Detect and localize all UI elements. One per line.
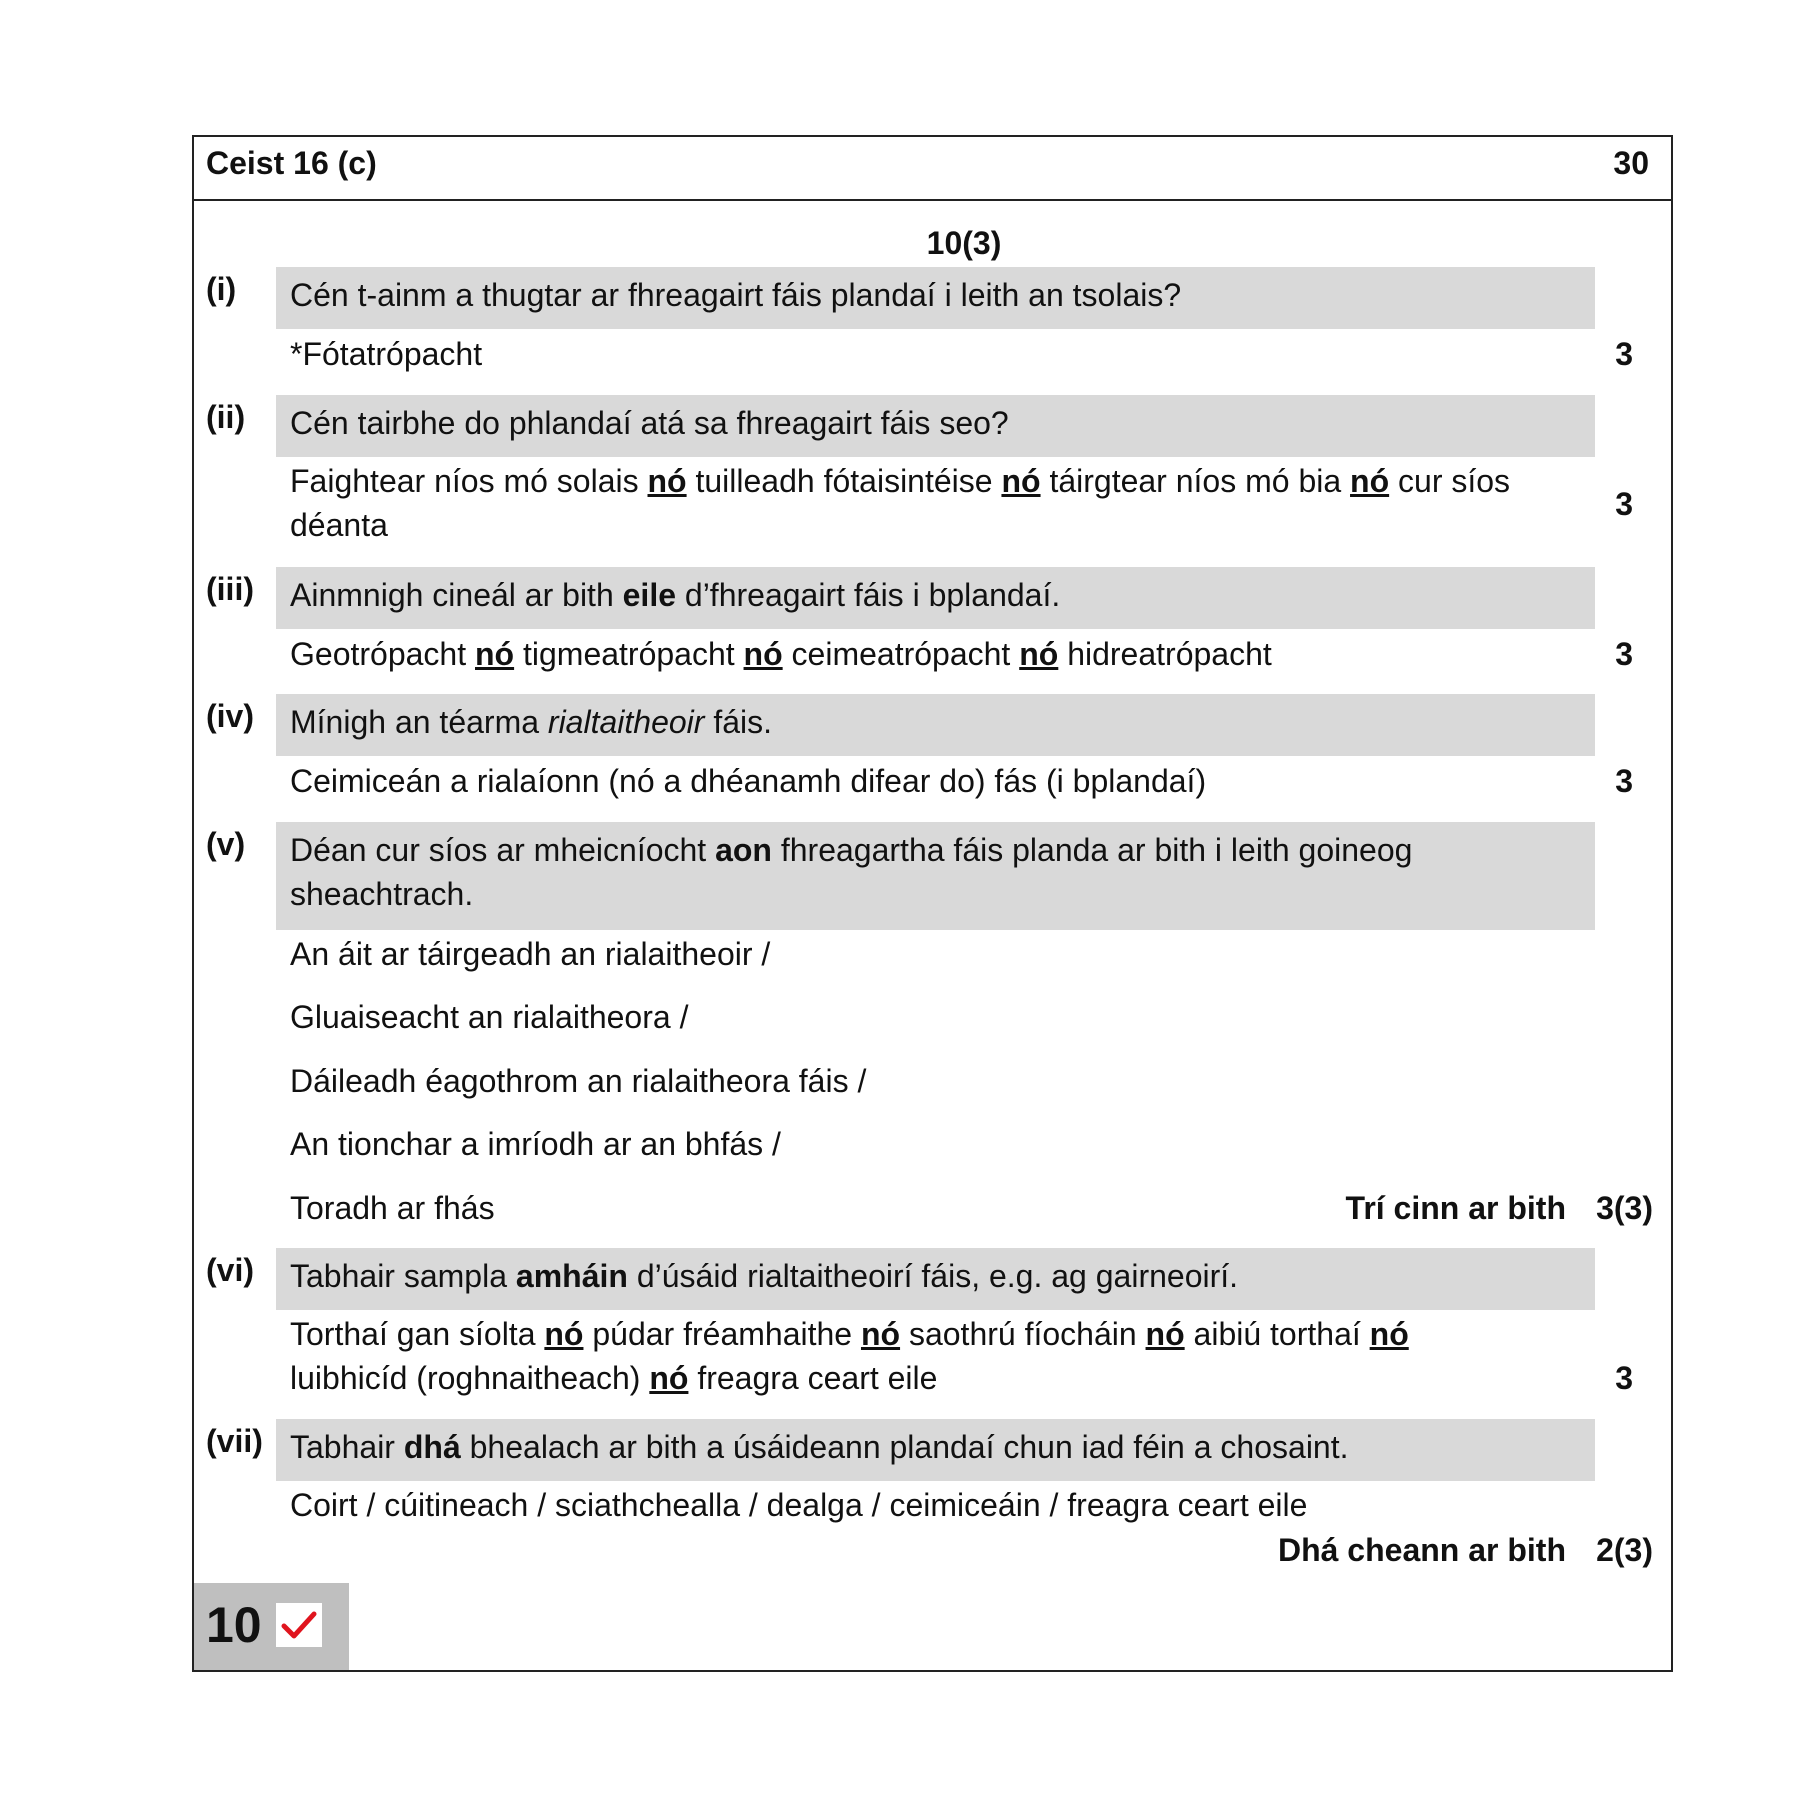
answer-v-5: Toradh ar fhás (290, 1190, 495, 1226)
answer-text: tuilleadh fótaisintéise (695, 463, 993, 499)
part-label-v: (v) (206, 826, 246, 862)
answer-ii (290, 459, 1510, 547)
answer-iii (290, 632, 1272, 676)
question-text: fhreagartha fáis planda ar bith i leith goineog (780, 832, 1413, 868)
question-text: Ainmnigh cineál ar bith (290, 577, 614, 613)
emphasis-word: amháin (515, 1258, 628, 1294)
question-text: d’fhreagairt fáis i bplandaí. (684, 577, 1061, 613)
mark-vi: 3 (1615, 1360, 1633, 1396)
question-text: sheachtrach. (290, 876, 474, 912)
answer-vii: Coirt / cúitineach / sciathchealla / dealga / ceimiceáin / freagra ceart eile (290, 1487, 1308, 1523)
answer-text: freagra ceart eile (697, 1360, 938, 1396)
question-text: bhealach ar bith a úsáideann plandaí chun iad féin a chosaint. (469, 1429, 1349, 1465)
answer-text: ceimeatrópacht (791, 636, 1011, 672)
or-word: nó (1145, 1316, 1185, 1352)
marking-scheme-table (192, 135, 1673, 1672)
note-vii: Dhá cheann ar bith (1277, 1532, 1566, 1568)
answer-vi (290, 1312, 1409, 1400)
answer-text: saothrú fíocháin (908, 1316, 1137, 1352)
or-word: nó (860, 1316, 901, 1352)
or-word: nó (1019, 636, 1059, 672)
or-word: nó (1350, 463, 1390, 499)
or-word: nó (649, 1360, 689, 1396)
question-text: Déan cur síos ar mheicníocht (290, 832, 707, 868)
question-text: Mínigh an téarma (290, 704, 540, 740)
answer-text: púdar fréamhaithe (592, 1316, 853, 1352)
answer-v-3: Dáileadh éagothrom an rialaitheora fáis / (290, 1063, 867, 1099)
or-word: nó (1369, 1316, 1409, 1352)
term-word: rialtaitheoir (547, 704, 705, 740)
emphasis-word: dhá (403, 1429, 461, 1465)
part-label-iv: (iv) (206, 698, 254, 734)
question-ii (276, 395, 1595, 457)
part-label-vii: (vii) (206, 1423, 263, 1459)
question-iii (276, 567, 1595, 629)
answer-i: *Fótatrópacht (290, 336, 483, 372)
answer-text: Faightear níos mó solais (290, 463, 639, 499)
answer-text: táirgtear níos mó bia (1049, 463, 1342, 499)
or-word: nó (1001, 463, 1041, 499)
question-v (276, 822, 1595, 930)
answer-text: déanta (290, 507, 388, 543)
total-marks: 30 (1613, 145, 1649, 181)
answer-v-2: Gluaiseacht an rialaitheora / (290, 999, 689, 1035)
mark-iv: 3 (1615, 763, 1633, 799)
question-text: Tabhair (290, 1429, 395, 1465)
part-label-ii: (ii) (206, 399, 246, 435)
question-vii (276, 1419, 1595, 1481)
part-label-iii: (iii) (206, 571, 254, 607)
table-header (194, 137, 1671, 201)
part-label-i: (i) (206, 271, 237, 307)
question-vi (276, 1248, 1595, 1310)
answer-text: Geotrópacht (290, 636, 467, 672)
answer-v-1: An áit ar táirgeadh an rialaitheoir / (290, 936, 771, 972)
checkmark-icon (276, 1603, 322, 1647)
or-word: nó (475, 636, 515, 672)
question-title: Ceist 16 (c) (206, 145, 377, 181)
or-word: nó (647, 463, 687, 499)
score-value: 10 (206, 1597, 262, 1653)
mark-iii: 3 (1615, 636, 1633, 672)
question-text: Tabhair sampla (290, 1258, 507, 1294)
mark-vii: 2(3) (1596, 1532, 1653, 1568)
answer-text: cur síos (1398, 463, 1511, 499)
answer-text: aibiú torthaí (1193, 1316, 1361, 1352)
or-word: nó (743, 636, 783, 672)
answer-text: tigmeatrópacht (522, 636, 735, 672)
answer-text: luibhicíd (roghnaitheach) (290, 1360, 641, 1396)
answer-v-4: An tionchar a imríodh ar an bhfás / (290, 1126, 781, 1162)
part-label-vi: (vi) (206, 1252, 254, 1288)
question-iv (276, 694, 1595, 756)
mark-i: 3 (1615, 336, 1633, 372)
question-text: d’úsáid rialtaitheoirí fáis, e.g. ag gairneoirí. (636, 1258, 1239, 1294)
note-v: Trí cinn ar bith (1345, 1190, 1566, 1226)
answer-text: hidreatrópacht (1067, 636, 1272, 672)
question-i (276, 267, 1595, 329)
question-text: Cén tairbhe do phlandaí atá sa fhreagairt fáis seo? (290, 405, 1009, 441)
answer-iv: Ceimiceán a rialaíonn (nó a dhéanamh difear do) fás (i bplandaí) (290, 763, 1207, 799)
mark-ii: 3 (1615, 486, 1633, 522)
emphasis-word: aon (715, 832, 772, 868)
tick-box (276, 1603, 322, 1647)
or-word: nó (544, 1316, 584, 1352)
score-box (194, 1583, 349, 1670)
mark-v: 3(3) (1596, 1190, 1653, 1226)
question-text: Cén t-ainm a thugtar ar fhreagairt fáis plandaí i leith an tsolais? (290, 277, 1182, 313)
question-text: fáis. (713, 704, 772, 740)
subtotal-marks: 10(3) (926, 225, 1002, 261)
answer-text: Torthaí gan síolta (290, 1316, 536, 1352)
emphasis-word: eile (622, 577, 676, 613)
